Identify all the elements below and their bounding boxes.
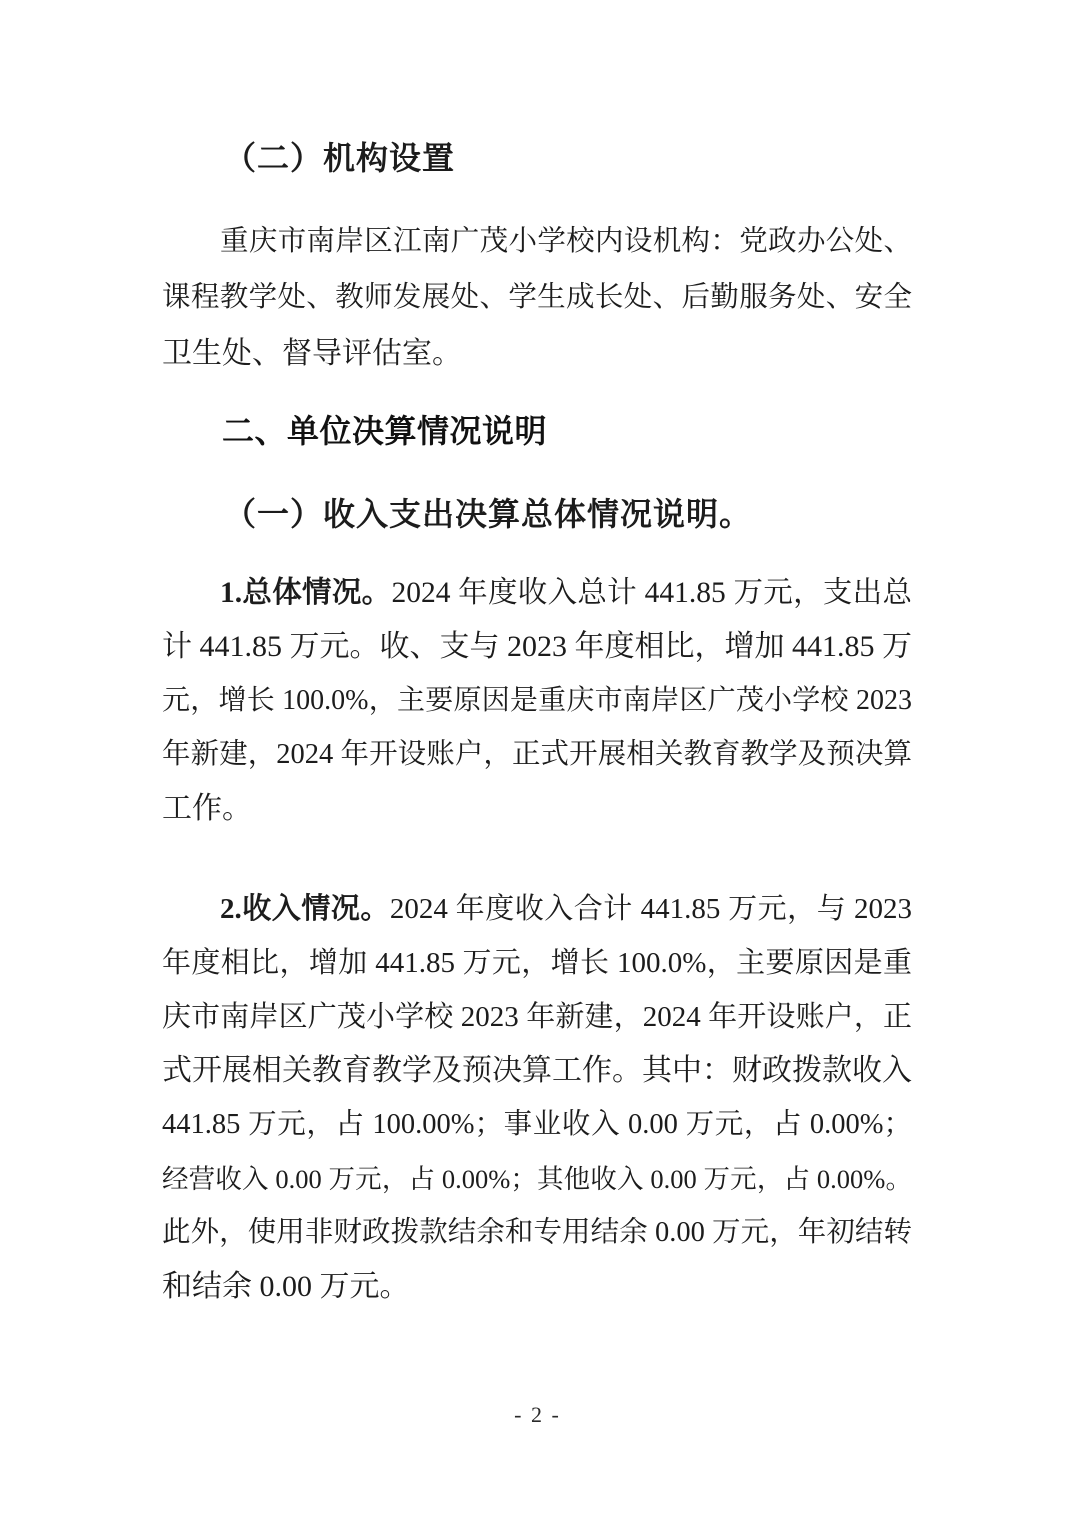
- paragraph-text: 2024 年度收入合计 441.85 万元，与 2023: [389, 893, 912, 925]
- income-situation-paragraph: [162, 882, 912, 1314]
- text-line: 计 441.85 万元。收、支与 2023 年度相比，增加 441.85 万: [162, 630, 912, 663]
- text-line: [162, 882, 912, 936]
- text-line: 庆市南岸区广茂小学校 2023 年新建，2024 年开设账户，正: [162, 1001, 912, 1033]
- page-number: - 2 -: [514, 1402, 561, 1427]
- main-section-heading: 二、单位决算情况说明: [222, 413, 548, 449]
- text-line: 式开展相关教育教学及预决算工作。其中：财政拨款收入: [162, 1054, 912, 1087]
- text-line: 工作。: [162, 792, 252, 825]
- text-line: 元，增长 100.0%，主要原因是重庆市南岸区广茂小学校 2023: [162, 685, 912, 716]
- org-setup-heading: （二）机构设置: [224, 140, 456, 176]
- paragraph-text: 2024 年度收入总计 441.85 万元，支出总: [391, 577, 912, 609]
- text-line: 441.85 万元，占 100.00%；事业收入 0.00 万元，占 0.00%；: [162, 1109, 912, 1140]
- text-line: 重庆市南岸区江南广茂小学校内设机构：党政办公处、: [220, 226, 912, 257]
- text-line: 年度相比，增加 441.85 万元，增长 100.0%，主要原因是重: [162, 947, 912, 979]
- text-line: [162, 566, 912, 620]
- paragraph-lead: 2.收入情况。: [220, 893, 390, 925]
- paragraph-lead: 1.总体情况。: [220, 577, 392, 609]
- text-line: 经营收入 0.00 万元，占 0.00%；其他收入 0.00 万元，占 0.00%。: [162, 1164, 912, 1194]
- sub-section-heading: （一）收入支出决算总体情况说明。: [224, 496, 753, 532]
- overall-situation-paragraph: [162, 566, 912, 836]
- text-line: 此外，使用非财政拨款结余和专用结余 0.00 万元，年初结转: [162, 1217, 912, 1248]
- text-line: 卫生处、督导评估室。: [162, 337, 462, 370]
- text-line: 和结余 0.00 万元。: [162, 1270, 410, 1303]
- text-line: 年新建，2024 年开设账户，正式开展相关教育教学及预决算: [162, 739, 912, 770]
- text-line: 课程教学处、教师发展处、学生成长处、后勤服务处、安全: [162, 282, 912, 313]
- org-setup-paragraph: [162, 214, 912, 382]
